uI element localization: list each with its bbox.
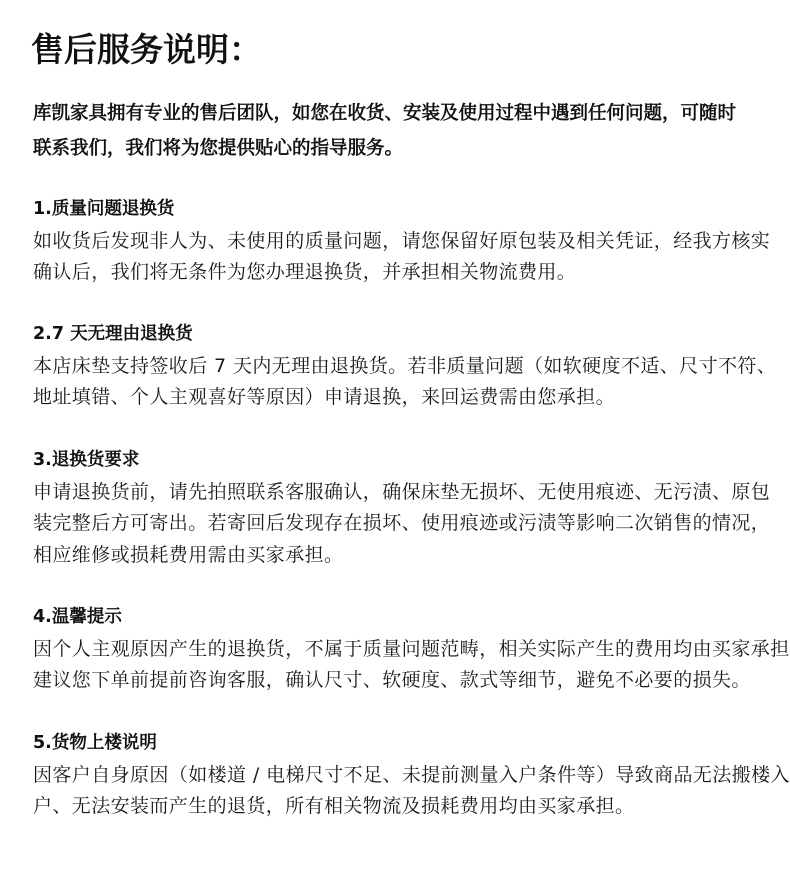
- section-line: 因客户自身原因（如楼道 / 电梯尺寸不足、未提前测量入户条件等）导致商品无法搬楼入: [33, 763, 790, 786]
- section-heading: 4.温馨提示: [33, 607, 122, 627]
- intro-line: 联系我们，我们将为您提供贴心的指导服务。: [33, 138, 404, 159]
- intro-paragraph: [33, 96, 736, 166]
- section-upstairs-delivery: [33, 728, 790, 823]
- section-tips: [33, 602, 790, 697]
- section-line: 装完整后方可寄出。若寄回后发现存在损坏、使用痕迹或污渍等影响二次销售的情况，: [33, 512, 771, 534]
- section-heading: 3.退换货要求: [33, 450, 140, 470]
- section-line: 户、无法安装而产生的退货，所有相关物流及损耗费用均由买家承担。: [33, 795, 635, 817]
- section-line: 确认后，我们将无条件为您办理退换货，并承担相关物流费用。: [33, 261, 577, 283]
- section-seven-day-return: [33, 319, 776, 414]
- section-line: 建议您下单前提前咨询客服，确认尺寸、软硬度、款式等细节，避免不必要的损失。: [33, 669, 751, 691]
- section-line: 申请退换货前，请先拍照联系客服确认，确保床垫无损坏、无使用痕迹、无污渍、原包: [33, 480, 771, 503]
- section-heading: 1.质量问题退换货: [33, 199, 175, 219]
- section-line: 因个人主观原因产生的退换货，不属于质量问题范畴，相关实际产生的费用均由买家承担: [33, 637, 790, 660]
- intro-line: 库凯家具拥有专业的售后团队，如您在收货、安装及使用过程中遇到任何问题，可随时: [33, 103, 737, 124]
- section-heading: 2.7 天无理由退换货: [33, 324, 193, 344]
- section-line: 地址填错、个人主观喜好等原因）申请退换，来回运费需由您承担。: [33, 386, 616, 408]
- section-line: 如收货后发现非人为、未使用的质量问题，请您保留好原包装及相关凭证，经我方核实: [33, 229, 771, 252]
- section-return-requirements: [33, 445, 770, 571]
- section-line: 相应维修或损耗费用需由买家承担。: [33, 543, 344, 566]
- section-quality-return: [33, 194, 770, 289]
- section-line: 本店床垫支持签收后 7 天内无理由退换货。若非质量问题（如软硬度不适、尺寸不符、: [33, 354, 777, 377]
- section-heading: 5.货物上楼说明: [33, 733, 157, 753]
- page-title: 售后服务说明：: [31, 30, 262, 69]
